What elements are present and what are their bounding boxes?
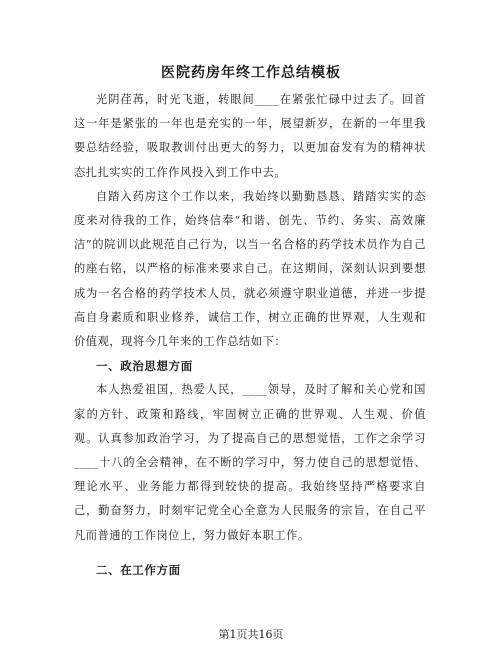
section-heading-work: 二、在工作方面 — [96, 562, 181, 577]
intro-paragraph: 光阴荏苒，时光飞逝，转眼间____在紧张忙碌中过去了。回首这一年是紧张的一年也是充实的一年，展望新岁，在新的一年里我要总结经验，吸取教训付出更大的努力，以更加奋发有为的精神状态扎扎实实的工作作风投入到工作中去。 — [74, 93, 426, 179]
overview-paragraph: 自踏入药房这个工作以来，我始终以勤勤恳恳、踏踏实实的态度来对待我的工作，始终信奉“和谐、创先、节约、务实、高效廉洁”的院训以此规范自己行为，以当一名合格的药学技术员作为自己的座右铭，以严格的标准来要求自己。在这期间，深刻认识到要想成为一名合格的药学技术人员，就必须遵守职业道德，并进一步提高自身素质和职业修养，诚信工作，树立正确的世界观，人生观和价值观，现将今几年来的工作总结如下： — [74, 189, 426, 349]
political-paragraph: 本人热爱祖国，热爱人民，____领导，及时了解和关心党和国家的方针、政策和路线，牢固树立正确的世界观、人生观、价值观。认真参加政治学习，为了提高自己的思想觉悟，工作之余学习____十八的全会精神，在不断的学习中，努力使自己的思想觉悟、理论水平、业务能力都得到较快的提高。我始终坚持严格要求自己，勤奋努力，时刻牢记党全心全意为人民服务的宗旨，在自己平凡而普通的工作岗位上，努力做好本职工作。 — [74, 383, 426, 542]
section-heading-political: 一、政治思想方面 — [96, 359, 193, 374]
document-title: 医院药房年终工作总结模板 — [161, 65, 341, 81]
document-body — [74, 88, 426, 582]
page-number-footer: 第1页共16页 — [218, 628, 284, 641]
